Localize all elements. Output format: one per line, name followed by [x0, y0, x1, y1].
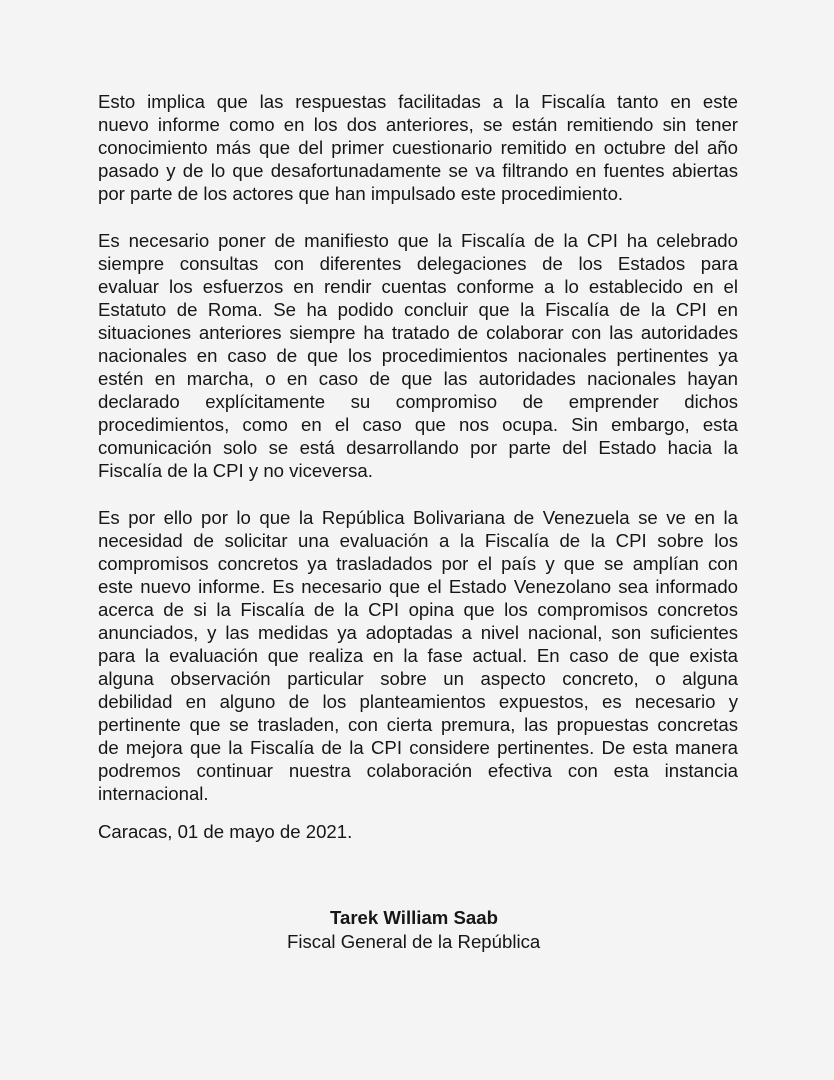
- paragraph-2: [98, 229, 738, 482]
- place-date: Caracas, 01 de mayo de 2021.: [98, 821, 353, 842]
- text-line: anunciados, y las medidas ya adoptadas a nivel nacional, son suficientes: [98, 622, 738, 643]
- text-line: Es por ello por lo que la República Bolivariana de Venezuela se ve en la: [98, 507, 738, 528]
- text-line: pertinente que se trasladen, con cierta premura, las propuestas concretas: [98, 714, 738, 735]
- paragraph-1: [98, 90, 738, 205]
- text-line: debilidad en alguno de los planteamientos expuestos, es necesario y: [98, 691, 738, 712]
- text-line: Fiscalía de la CPI y no viceversa.: [98, 460, 373, 481]
- text-line: conocimiento más que del primer cuestionario remitido en octubre del año: [98, 137, 738, 158]
- text-line: siempre consultas con diferentes delegaciones de los Estados para: [98, 253, 738, 274]
- text-line: este nuevo informe. Es necesario que el Estado Venezolano sea informado: [98, 576, 738, 597]
- text-line: procedimientos, como en el caso que nos ocupa. Sin embargo, esta: [98, 414, 738, 435]
- text-line: necesidad de solicitar una evaluación a la Fiscalía de la CPI sobre los: [98, 530, 738, 551]
- letter-body: [98, 90, 738, 829]
- text-line: alguna observación particular sobre un aspecto concreto, o alguna: [98, 668, 738, 689]
- text-line: Estatuto de Roma. Se ha podido concluir que la Fiscalía de la CPI en: [98, 299, 738, 320]
- text-line: nacionales en caso de que los procedimientos nacionales pertinentes ya: [98, 345, 738, 366]
- text-line: compromisos concretos ya trasladados por el país y que se amplían con: [98, 553, 738, 574]
- signer-title: Fiscal General de la República: [287, 931, 541, 952]
- text-line: acerca de si la Fiscalía de la CPI opina que los compromisos concretos: [98, 599, 738, 620]
- text-line: declarado explícitamente su compromiso de emprender dichos: [98, 391, 738, 412]
- text-line: Es necesario poner de manifiesto que la Fiscalía de la CPI ha celebrado: [98, 230, 738, 251]
- text-line: comunicación solo se está desarrollando por parte del Estado hacia la: [98, 437, 738, 458]
- signer-name: Tarek William Saab: [330, 907, 498, 928]
- text-line: por parte de los actores que han impulsado este procedimiento.: [98, 183, 624, 204]
- paragraph-3: [98, 506, 738, 805]
- text-line: nuevo informe como en los dos anteriores, se están remitiendo sin tener: [98, 114, 738, 135]
- text-line: podremos continuar nuestra colaboración efectiva con esta instancia: [98, 760, 738, 781]
- text-line: evaluar los esfuerzos en rendir cuentas conforme a lo establecido en el: [98, 276, 738, 297]
- text-line: para la evaluación que realiza en la fase actual. En caso de que exista: [98, 645, 738, 666]
- text-line: Esto implica que las respuestas facilitadas a la Fiscalía tanto en este: [98, 91, 738, 112]
- text-line: estén en marcha, o en caso de que las autoridades nacionales hayan: [98, 368, 738, 389]
- text-line: de mejora que la Fiscalía de la CPI considere pertinentes. De esta manera: [98, 737, 738, 758]
- text-line: situaciones anteriores siempre ha tratado de colaborar con las autoridades: [98, 322, 738, 343]
- text-line: internacional.: [98, 783, 209, 804]
- text-line: pasado y de lo que desafortunadamente se va filtrando en fuentes abiertas: [98, 160, 738, 181]
